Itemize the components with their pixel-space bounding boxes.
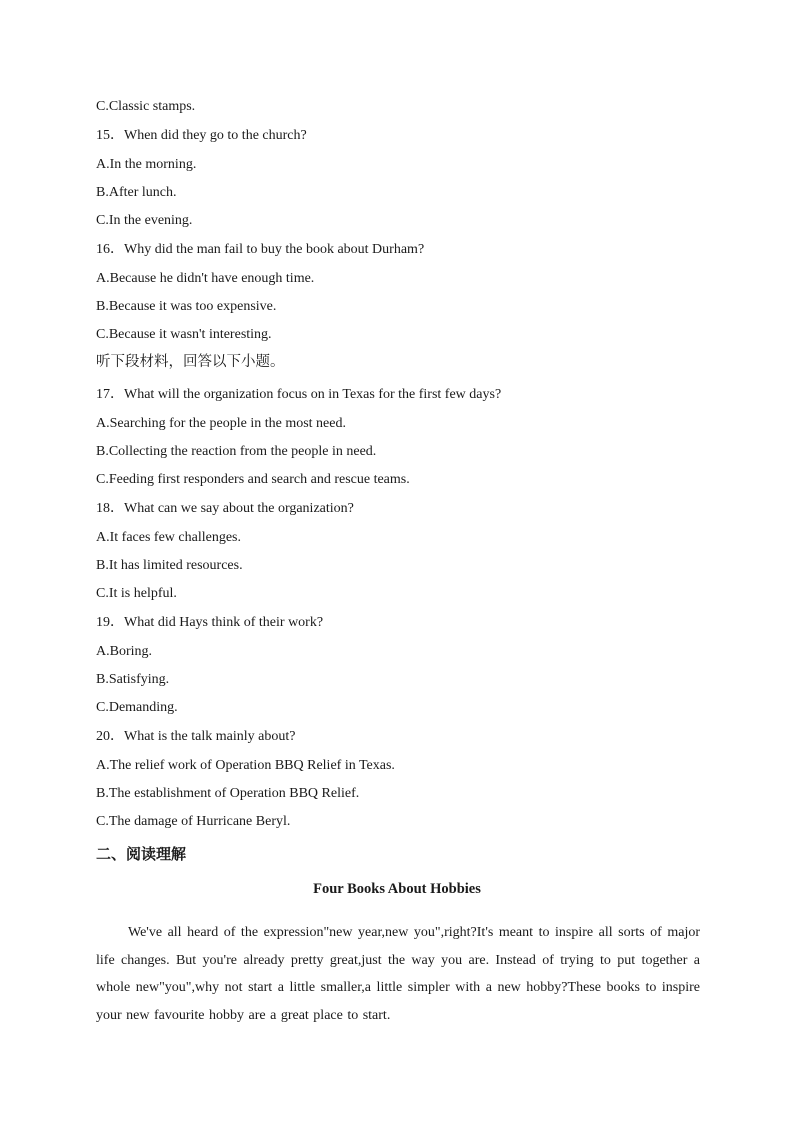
option-line: C.It is helpful.: [96, 586, 177, 601]
question-line: 17．What will the organization focus on in Texas for the first few days?: [96, 387, 502, 402]
option-line: A.It faces few challenges.: [96, 530, 241, 545]
question-line: 15．When did they go to the church?: [96, 128, 307, 143]
option-line: C.In the evening.: [96, 213, 193, 228]
option-line: B.Collecting the reaction from the people in need.: [96, 444, 377, 459]
option-line: B.Because it was too expensive.: [96, 299, 277, 314]
question-line: 20．What is the talk mainly about?: [96, 729, 296, 744]
option-line: B.Satisfying.: [96, 672, 170, 687]
passage-title: Four Books About Hobbies: [313, 881, 481, 897]
option-line: B.It has limited resources.: [96, 558, 243, 573]
option-line: A.In the morning.: [96, 157, 197, 172]
question-line: 16．Why did the man fail to buy the book about Durham?: [96, 242, 425, 257]
option-line: B.The establishment of Operation BBQ Relief.: [96, 786, 360, 801]
option-line: A.Searching for the people in the most need.: [96, 416, 346, 431]
option-line: C.The damage of Hurricane Beryl.: [96, 814, 291, 829]
section-heading: 二、阅读理解: [96, 845, 187, 863]
question-line: 18．What can we say about the organization?: [96, 501, 354, 516]
option-line: C.Classic stamps.: [96, 99, 196, 114]
option-line: C.Because it wasn't interesting.: [96, 327, 272, 342]
option-line: A.Because he didn't have enough time.: [96, 271, 315, 286]
option-line: C.Feeding first responders and search and rescue teams.: [96, 472, 410, 487]
passage-paragraph: We've all heard of the expression"new year,new you",right?It's meant to inspire all sorts of major life changes. But you're already pretty great,just the way you are. Instead of trying to put together a whole new"you",why not start a little smaller,a little simpler with a new hobby?These books to inspire your new favourite hobby are a great place to start.: [96, 925, 700, 1023]
option-line: C.Demanding.: [96, 700, 178, 715]
option-line: A.Boring.: [96, 644, 152, 659]
instruction-line: 听下段材料，回答以下小题。: [96, 354, 285, 370]
question-line: 19．What did Hays think of their work?: [96, 615, 324, 630]
option-line: A.The relief work of Operation BBQ Relief in Texas.: [96, 758, 395, 773]
option-line: B.After lunch.: [96, 185, 177, 200]
